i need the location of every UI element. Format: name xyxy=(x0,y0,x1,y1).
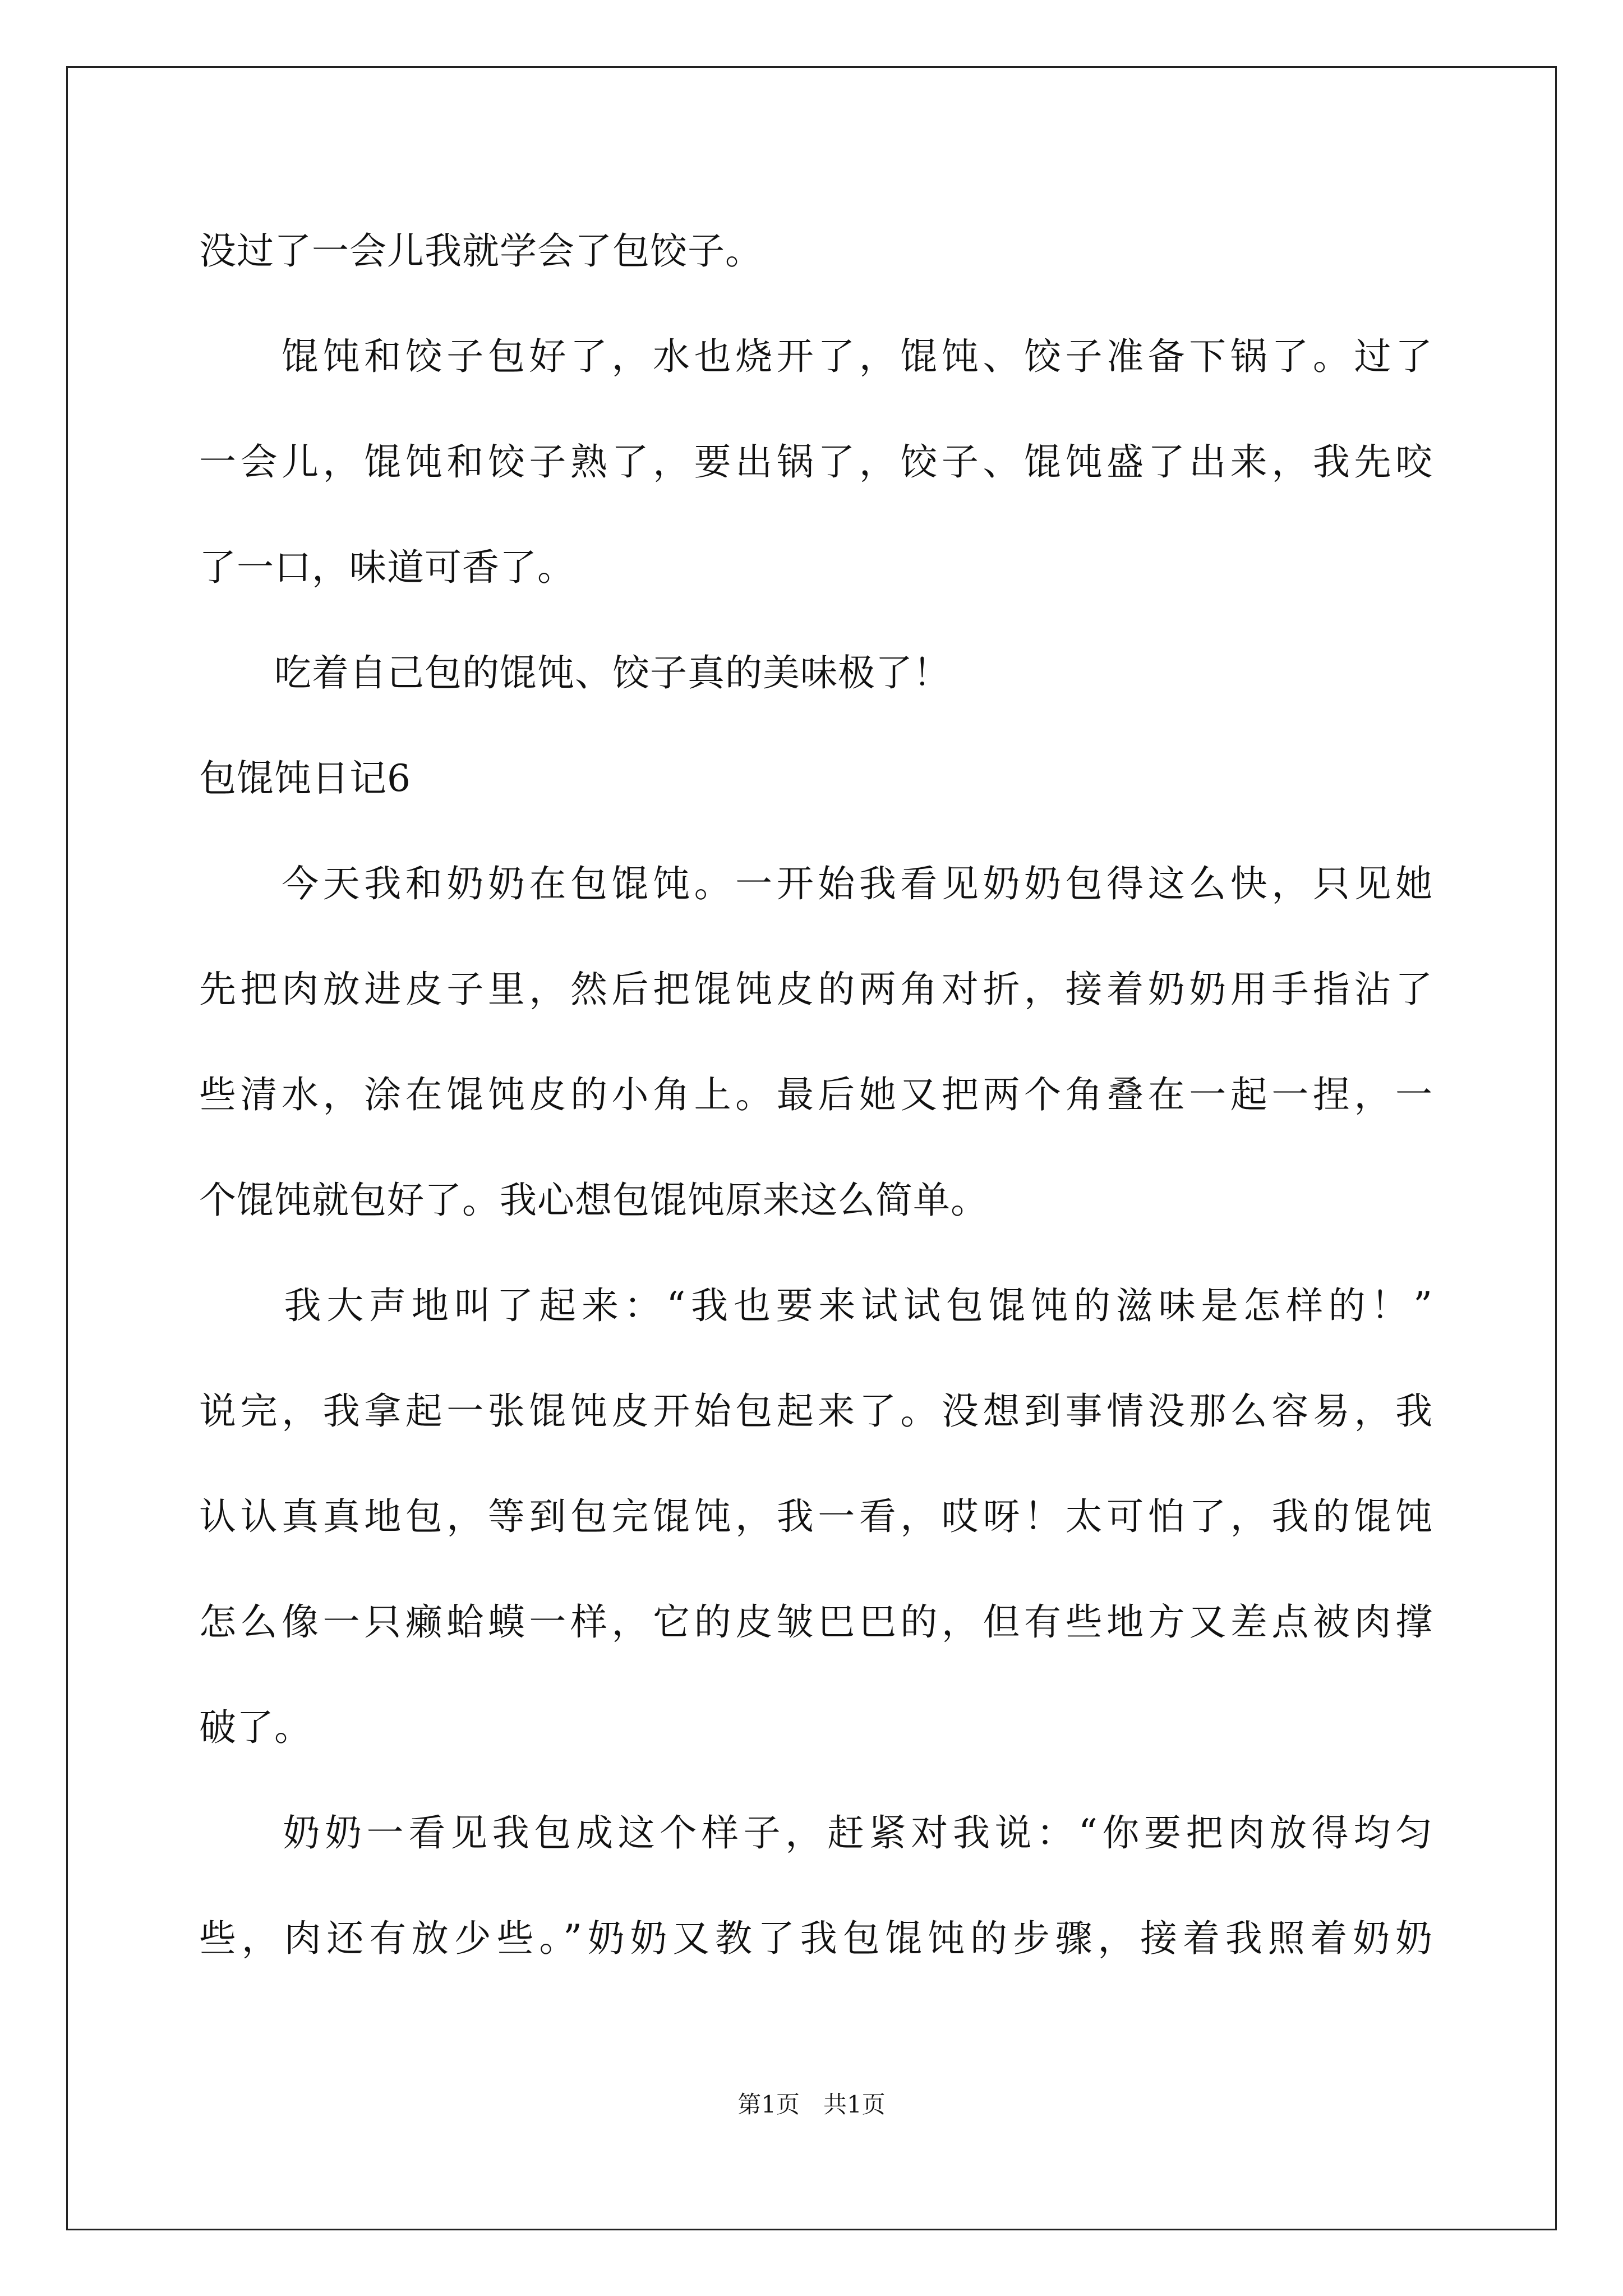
text-line: 我大声地叫了起来：“我也要来试试包馄饨的滋味是怎样的！” xyxy=(199,1284,1433,1327)
text-line: 奶奶一看见我包成这个样子，赶紧对我说：“你要把肉放得均匀 xyxy=(199,1811,1433,1855)
text-line: 认认真真地包，等到包完馄饨，我一看，哎呀！太可怕了，我的馄饨 xyxy=(199,1495,1433,1538)
text-line: 一会儿，馄饨和饺子熟了，要出锅了，饺子、馄饨盛了出来，我先咬 xyxy=(199,440,1433,484)
page-border xyxy=(66,66,1557,2230)
text-line: 个馄饨就包好了。我心想包馄饨原来这么简单。 xyxy=(199,1179,988,1222)
text-line: 今天我和奶奶在包馄饨。一开始我看见奶奶包得这么快，只见她 xyxy=(199,862,1433,905)
text-line: 破了。 xyxy=(199,1706,312,1749)
text-line: 没过了一会儿我就学会了包饺子。 xyxy=(199,229,763,273)
text-line: 先把肉放进皮子里，然后把馄饨皮的两角对折，接着奶奶用手指沾了 xyxy=(199,968,1433,1011)
text-line: 馄饨和饺子包好了，水也烧开了，馄饨、饺子准备下锅了。过了 xyxy=(199,335,1433,378)
text-line: 些清水，涂在馄饨皮的小角上。最后她又把两个角叠在一起一捏，一 xyxy=(199,1073,1433,1116)
text-line: 些，肉还有放少些。”奶奶又教了我包馄饨的步骤，接着我照着奶奶 xyxy=(199,1917,1433,1960)
text-line: 了一口，味道可香了。 xyxy=(199,546,575,589)
page-footer: 第1页 共1页 xyxy=(737,2091,886,2118)
text-line: 吃着自己包的馄饨、饺子真的美味极了！ xyxy=(199,651,951,694)
text-line: 怎么像一只癞蛤蟆一样，它的皮皱巴巴的，但有些地方又差点被肉撑 xyxy=(199,1600,1433,1644)
section-heading: 包馄饨日记6 xyxy=(199,757,411,800)
text-line: 说完，我拿起一张馄饨皮开始包起来了。没想到事情没那么容易，我 xyxy=(199,1389,1433,1433)
